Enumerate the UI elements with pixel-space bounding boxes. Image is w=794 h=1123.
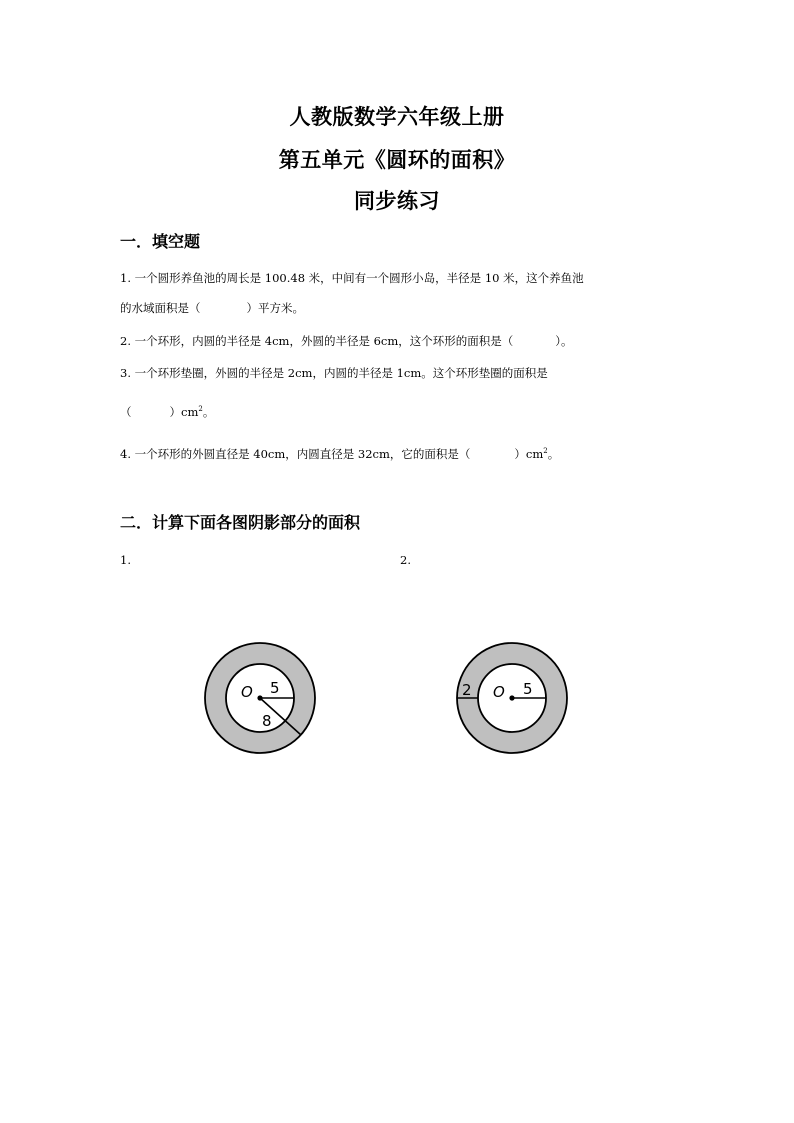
subtitle: 同步练习 bbox=[354, 189, 440, 213]
section-heading-fill-in: 一．填空题 bbox=[120, 232, 201, 251]
unit-title: 第五单元《圆环的面积》 bbox=[278, 148, 516, 172]
question-3-end: 。 bbox=[202, 405, 215, 419]
question-2-text-before: 2. 一个环形，内圆的半径是 4cm，外圆的半径是 6cm，这个环形的面积是（ bbox=[120, 334, 514, 348]
question-4 bbox=[120, 443, 559, 462]
figure-1-inner-radius-label: 5 bbox=[270, 679, 280, 697]
question-3-line-1: 3. 一个环形垫圈，外圆的半径是 2cm，内圆的半径是 1cm。这个环形垫圈的面积是 bbox=[120, 366, 548, 380]
question-4-superscript: 2 bbox=[543, 447, 548, 455]
figure-1-annulus bbox=[196, 634, 324, 762]
figure-2-inner-radius-label: 5 bbox=[523, 680, 533, 698]
question-3-superscript: 2 bbox=[198, 405, 203, 413]
figure-2-center-dot bbox=[509, 695, 514, 700]
question-3-unit: ）cm bbox=[169, 405, 199, 419]
figure-1-center-label: O bbox=[241, 683, 253, 701]
question-3-line-2 bbox=[120, 401, 214, 420]
figure-2-ring-width-label: 2 bbox=[462, 681, 472, 699]
question-2-text-after: ）。 bbox=[555, 334, 573, 348]
figure-1-label: 1. bbox=[120, 553, 131, 567]
question-1-line-2 bbox=[120, 300, 304, 316]
question-1-line-1: 1. 一个圆形养鱼池的周长是 100.48 米，中间有一个圆形小岛，半径是 10 米，这个养鱼池 bbox=[120, 271, 584, 285]
question-4-unit: ）cm bbox=[514, 447, 544, 461]
question-3-open-paren: （ bbox=[120, 405, 132, 419]
question-4-text-before: 4. 一个环形的外圆直径是 40cm，内圆直径是 32cm，它的面积是（ bbox=[120, 447, 471, 461]
question-4-end: 。 bbox=[547, 447, 560, 461]
figure-2-annulus bbox=[448, 634, 576, 762]
figure-2-center-label: O bbox=[493, 683, 505, 701]
section-heading-shaded-area: 二．计算下面各图阴影部分的面积 bbox=[120, 513, 361, 532]
question-2 bbox=[120, 333, 573, 349]
page-title: 人教版数学六年级上册 bbox=[289, 105, 505, 129]
figure-2-label: 2. bbox=[400, 553, 411, 567]
question-1-text-before: 的水域面积是（ bbox=[120, 301, 201, 315]
figure-1-center-dot bbox=[257, 695, 262, 700]
question-1-text-after: ）平方米。 bbox=[246, 301, 304, 315]
figure-1-outer-radius-label: 8 bbox=[262, 712, 272, 730]
